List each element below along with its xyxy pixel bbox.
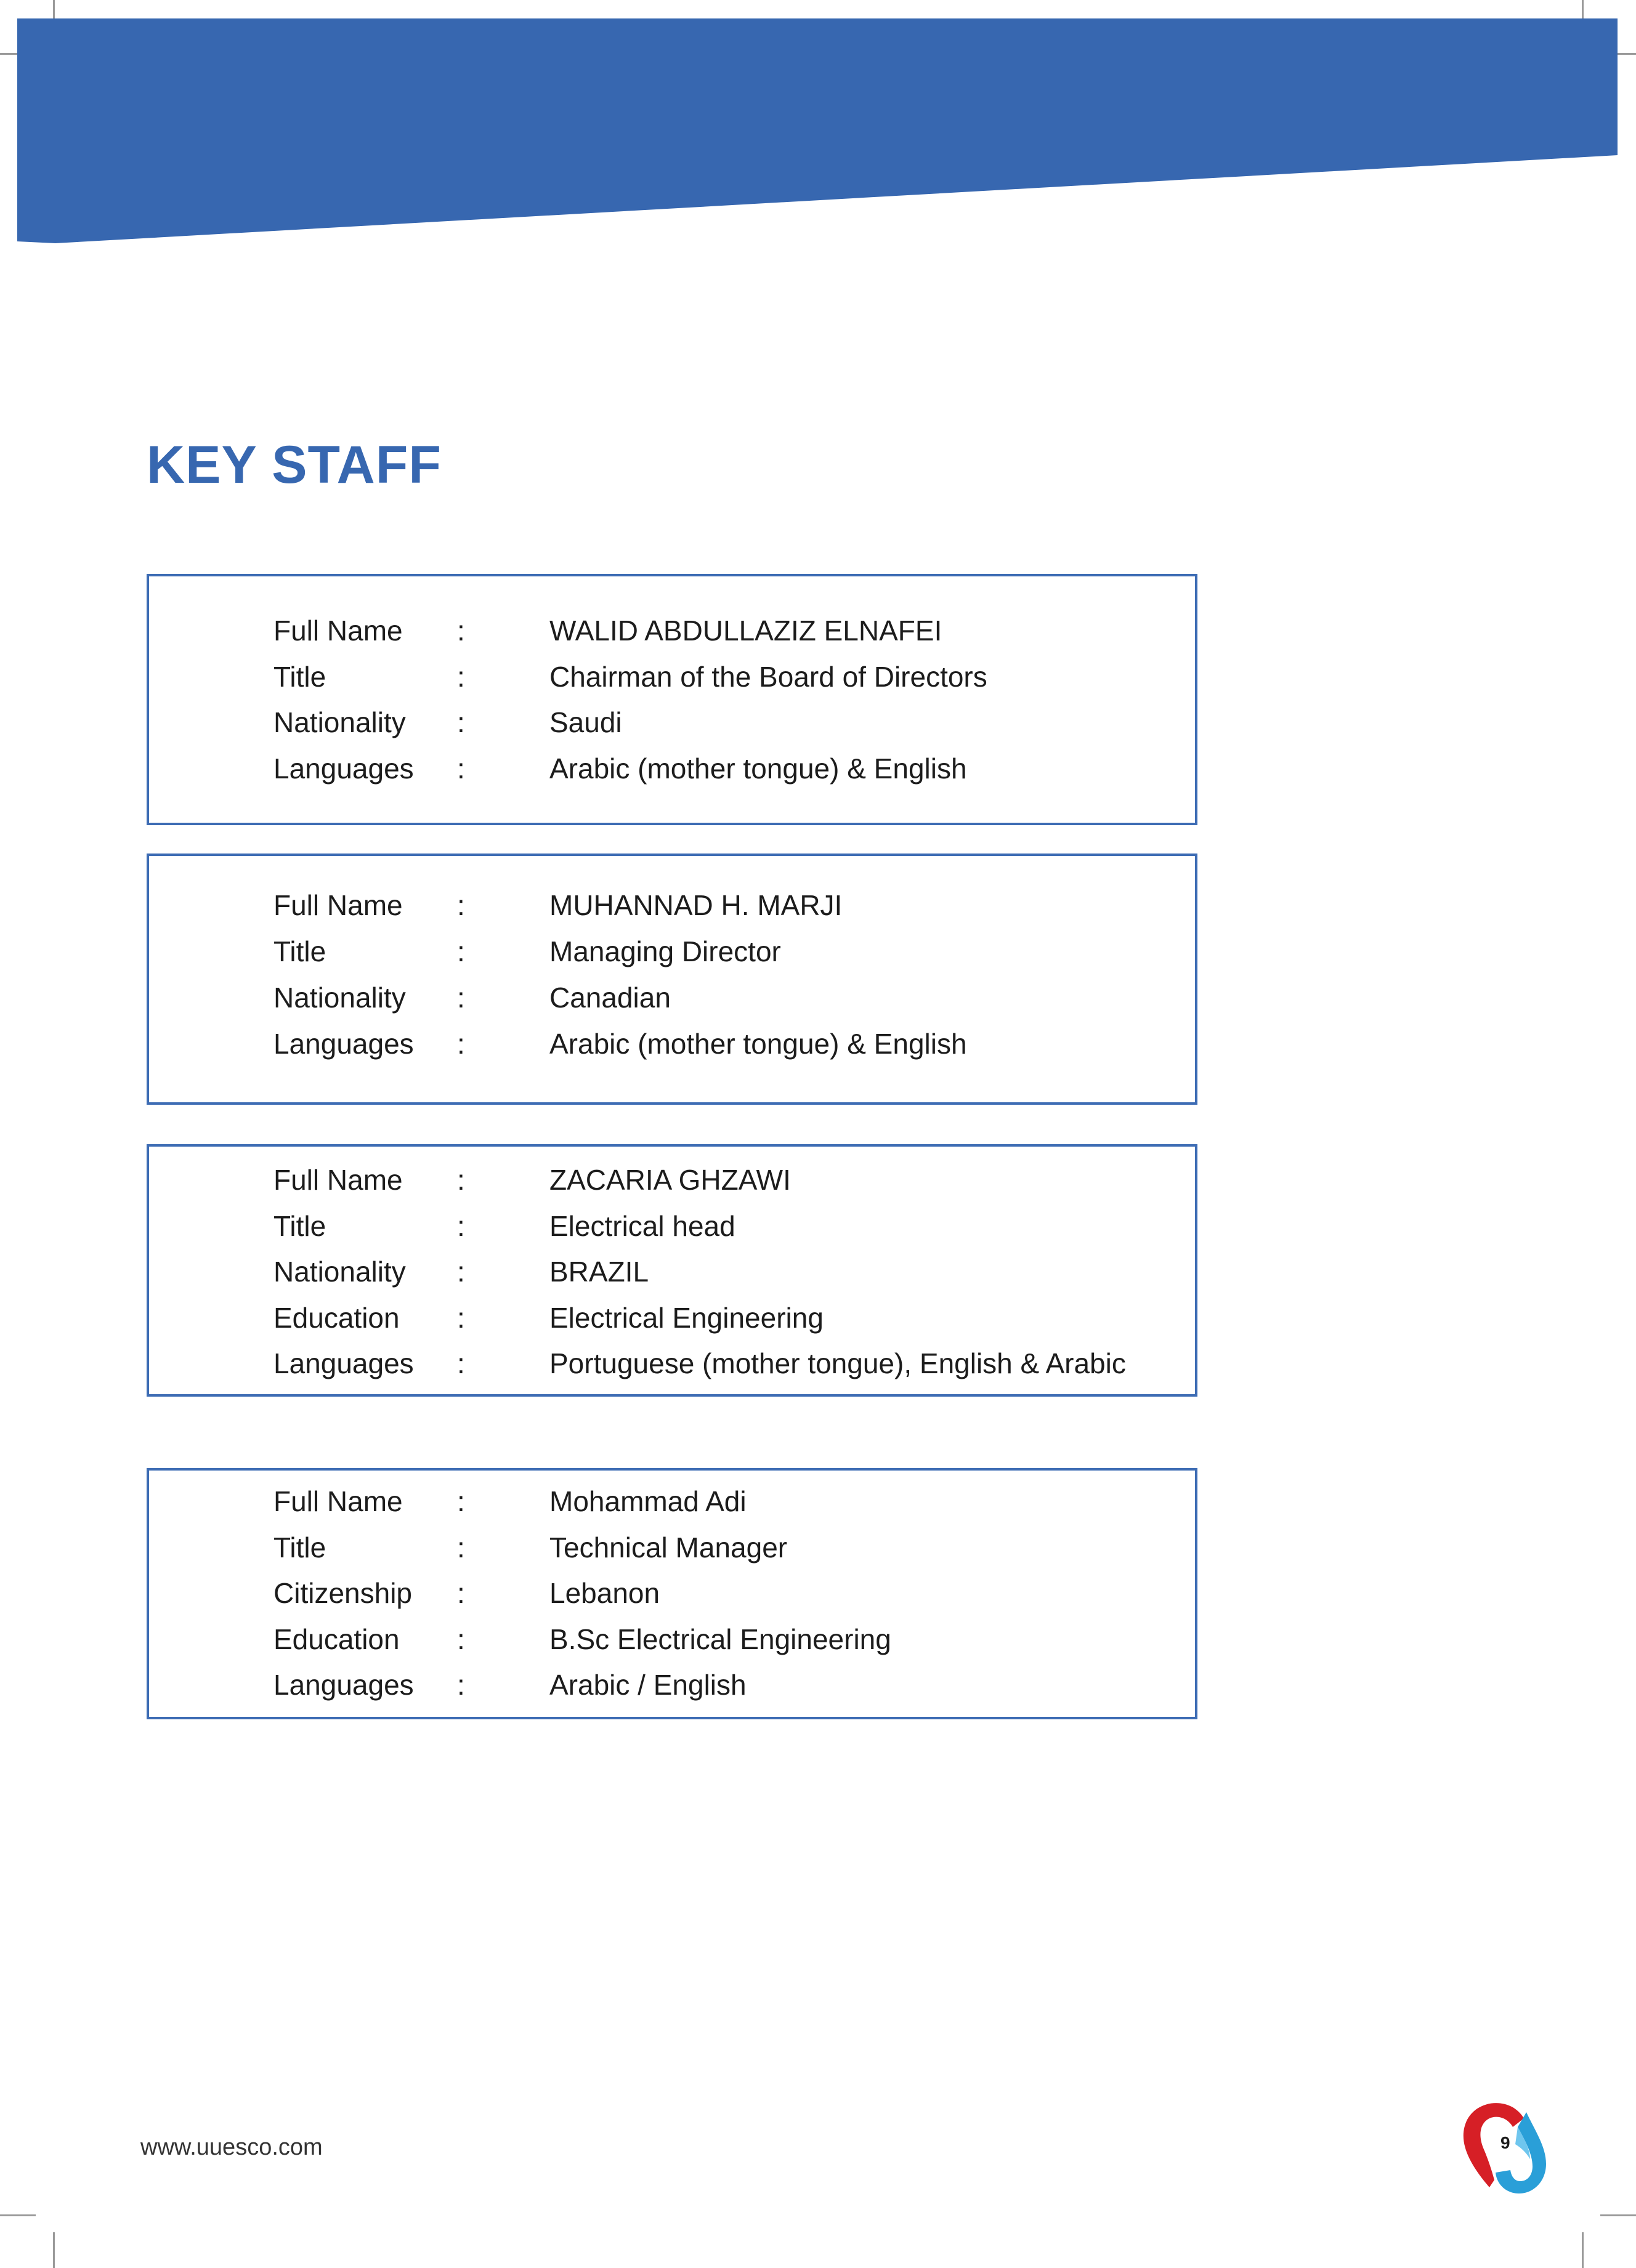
field-label: Title	[273, 1532, 326, 1564]
staff-card	[147, 854, 1197, 1105]
footer-url: www.uuesco.com	[140, 2134, 323, 2160]
staff-row	[149, 1253, 1195, 1290]
field-value: Arabic (mother tongue) & English	[549, 753, 967, 785]
field-value: Arabic / English	[549, 1669, 747, 1701]
field-separator: :	[457, 706, 465, 738]
field-separator: :	[457, 1623, 465, 1655]
field-separator: :	[457, 1577, 465, 1609]
field-value: Lebanon	[549, 1577, 660, 1609]
logo-red-shape	[1464, 2103, 1524, 2187]
field-label: Full Name	[273, 1485, 403, 1517]
field-value: Managing Director	[549, 935, 781, 967]
field-value: WALID ABDULLAZIZ ELNAFEI	[549, 615, 942, 647]
field-label: Nationality	[273, 706, 406, 738]
field-separator: :	[457, 1532, 465, 1564]
field-value: Canadian	[549, 982, 671, 1014]
field-separator: :	[457, 753, 465, 785]
staff-row	[149, 1529, 1195, 1566]
staff-row	[149, 1483, 1195, 1520]
field-label: Nationality	[273, 982, 406, 1014]
field-separator: :	[457, 1347, 465, 1379]
staff-row	[149, 1575, 1195, 1612]
field-label: Languages	[273, 753, 414, 785]
field-label: Full Name	[273, 889, 403, 921]
field-separator: :	[457, 889, 465, 921]
staff-row	[149, 1299, 1195, 1336]
field-label: Nationality	[273, 1256, 406, 1288]
field-label: Citizenship	[273, 1577, 412, 1609]
staff-row	[149, 979, 1195, 1016]
field-value: BRAZIL	[549, 1256, 649, 1288]
staff-row	[149, 933, 1195, 970]
staff-card	[147, 574, 1197, 825]
field-value: Saudi	[549, 706, 622, 738]
staff-row	[149, 1345, 1195, 1382]
page-number: 9	[1500, 2133, 1510, 2152]
field-separator: :	[457, 1302, 465, 1334]
staff-row	[149, 704, 1195, 741]
staff-row	[149, 1208, 1195, 1245]
staff-row	[149, 612, 1195, 649]
banner-shape	[17, 18, 1618, 243]
field-value: Technical Manager	[549, 1532, 788, 1564]
staff-row	[149, 658, 1195, 695]
field-label: Title	[273, 935, 326, 967]
crop-mark	[1582, 2232, 1584, 2268]
field-value: Chairman of the Board of Directors	[549, 661, 987, 693]
field-label: Education	[273, 1302, 400, 1334]
field-value: Portuguese (mother tongue), English & Arabic	[549, 1347, 1126, 1379]
field-separator: :	[457, 1210, 465, 1242]
staff-row	[149, 1161, 1195, 1198]
field-label: Title	[273, 1210, 326, 1242]
field-separator: :	[457, 1669, 465, 1701]
crop-mark	[53, 2232, 55, 2268]
field-label: Full Name	[273, 615, 403, 647]
field-value: Electrical Engineering	[549, 1302, 824, 1334]
staff-row	[149, 1666, 1195, 1703]
field-separator: :	[457, 935, 465, 967]
staff-card	[147, 1468, 1197, 1719]
field-separator: :	[457, 1164, 465, 1196]
field-label: Full Name	[273, 1164, 403, 1196]
staff-row	[149, 750, 1195, 787]
crop-mark	[1600, 2214, 1636, 2216]
field-label: Languages	[273, 1028, 414, 1060]
field-separator: :	[457, 661, 465, 693]
field-label: Title	[273, 661, 326, 693]
staff-row	[149, 1621, 1195, 1658]
staff-row	[149, 887, 1195, 924]
field-separator: :	[457, 1028, 465, 1060]
page-title: KEY STAFF	[147, 435, 442, 494]
field-label: Education	[273, 1623, 400, 1655]
crop-mark	[0, 2214, 36, 2216]
staff-card	[147, 1144, 1197, 1397]
field-separator: :	[457, 1256, 465, 1288]
header-banner	[0, 0, 1636, 246]
field-separator: :	[457, 1485, 465, 1517]
field-value: Mohammad Adi	[549, 1485, 747, 1517]
field-value: Electrical head	[549, 1210, 735, 1242]
field-value: ZACARIA GHZAWI	[549, 1164, 791, 1196]
field-label: Languages	[273, 1347, 414, 1379]
field-value: Arabic (mother tongue) & English	[549, 1028, 967, 1060]
field-value: B.Sc Electrical Engineering	[549, 1623, 891, 1655]
field-label: Languages	[273, 1669, 414, 1701]
staff-row	[149, 1025, 1195, 1062]
field-value: MUHANNAD H. MARJI	[549, 889, 843, 921]
field-separator: :	[457, 615, 465, 647]
field-separator: :	[457, 982, 465, 1014]
